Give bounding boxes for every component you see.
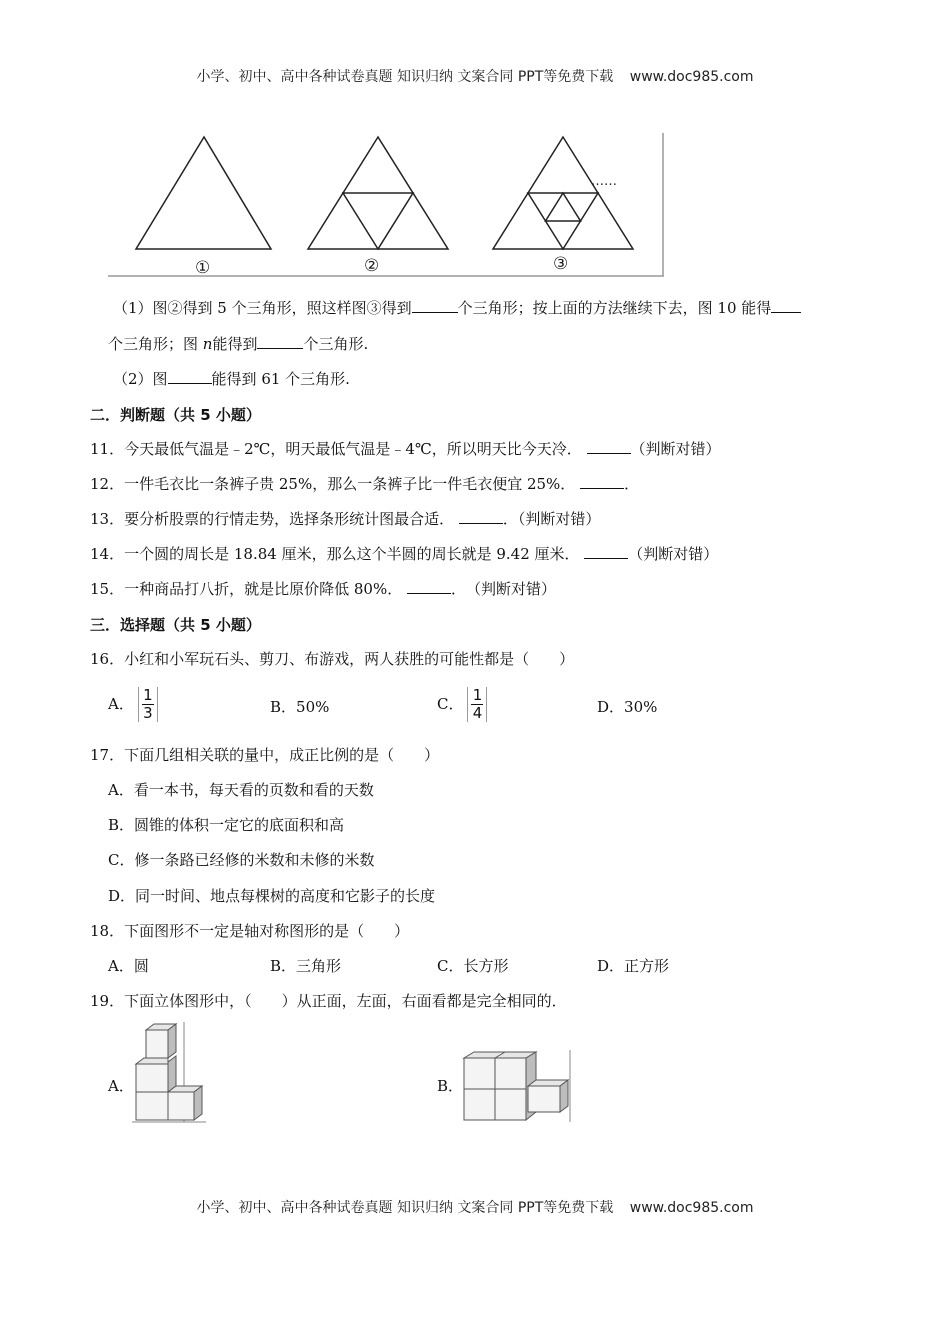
q10-text-e: 个三角形.	[303, 335, 369, 353]
q10-part2	[113, 369, 350, 389]
judge-item-15: 15．一种商品打八折，就是比原价降低 80%． ． （判断对错）	[90, 580, 557, 598]
q16-stem: 16．小红和小军玩石头、剪刀、布游戏，两人获胜的可能性都是（ ）	[90, 650, 575, 668]
answer-blank[interactable]	[168, 369, 212, 384]
q17-option-c[interactable]: C．修一条路已经修的米数和未修的米数	[108, 851, 375, 869]
answer-blank[interactable]	[584, 544, 628, 559]
q19-cube-figure-a	[132, 1022, 207, 1124]
q18-option-c[interactable]: C．长方形	[437, 957, 509, 975]
q16-option-b[interactable]: B．50%	[270, 698, 330, 716]
triangle-figure-3	[493, 137, 633, 249]
header-text: 小学、初中、高中各种试卷真题 知识归纳 文案合同 PPT等免费下载	[196, 69, 614, 85]
q19-stem: 19．下面立体图形中，（ ）从正面，左面，右面看都是完全相同的．	[90, 992, 567, 1010]
judge-item-13: 13．要分析股票的行情走势，选择条形统计图最合适． ．（判断对错）	[90, 510, 601, 528]
footer-url: www.doc985.com	[629, 1200, 754, 1216]
answer-blank[interactable]	[587, 439, 631, 454]
section-title-judge: 二．判断题（共 5 小题）	[90, 406, 261, 424]
figure-label-1: ①	[195, 258, 211, 278]
footer-text: 小学、初中、高中各种试卷真题 知识归纳 文案合同 PPT等免费下载	[196, 1200, 614, 1216]
section-title-choice: 三．选择题（共 5 小题）	[90, 616, 261, 634]
q10-text-a: （1）图②得到 5 个三角形，照这样图③得到	[113, 299, 412, 317]
q18-option-b[interactable]: B．三角形	[270, 957, 342, 975]
q18-option-d[interactable]: D．正方形	[597, 957, 670, 975]
q10-text-c: 个三角形；图	[108, 335, 199, 353]
triangle-figure	[108, 133, 664, 278]
q18-option-a[interactable]: A．圆	[108, 957, 149, 975]
q18-stem: 18．下面图形不一定是轴对称图形的是（ ）	[90, 922, 410, 940]
answer-blank[interactable]	[459, 509, 503, 524]
q10-text-f: （2）图	[113, 370, 168, 388]
q10-part1-line1	[113, 298, 801, 318]
fraction-one-third: $\frac{1}{3}$	[138, 687, 158, 722]
q10-part1-line2	[108, 334, 368, 354]
figure-label-2: ②	[364, 256, 380, 276]
triangle-figure-2	[308, 137, 448, 249]
answer-blank[interactable]	[771, 298, 801, 313]
answer-blank[interactable]	[257, 334, 303, 349]
q16-option-d[interactable]: D．30%	[597, 698, 658, 716]
q16-option-a[interactable]	[108, 684, 158, 724]
q19-option-b-label[interactable]: B．	[437, 1077, 464, 1095]
judge-item-12: 12．一件毛衣比一条裤子贵 25%，那么一条裤子比一件毛衣便宜 25%． ．	[90, 475, 640, 493]
figure-label-3: ③	[553, 254, 569, 274]
header-url: www.doc985.com	[629, 69, 754, 85]
q19-option-a-label[interactable]: A．	[108, 1077, 134, 1095]
option-label: C．	[437, 695, 464, 713]
page-header	[0, 66, 950, 86]
triangle-figure-1	[136, 137, 271, 249]
q10-variable-n: n	[202, 335, 213, 353]
q17-option-b[interactable]: B．圆锥的体积一定它的底面积和高	[108, 816, 345, 834]
answer-blank[interactable]	[412, 298, 458, 313]
q16-option-c[interactable]	[437, 684, 487, 724]
q17-option-d[interactable]: D．同一时间、地点每棵树的高度和它影子的长度	[108, 887, 436, 905]
q10-text-g: 能得到 61 个三角形.	[211, 370, 350, 388]
judge-item-14: 14．一个圆的周长是 18.84 厘米，那么这个半圆的周长就是 9.42 厘米． （判断对错）	[90, 545, 719, 563]
q17-option-a[interactable]: A．看一本书，每天看的页数和看的天数	[108, 781, 374, 799]
answer-blank[interactable]	[407, 579, 451, 594]
page-footer	[0, 1197, 950, 1217]
fraction-one-fourth: $\frac{1}{4}$	[467, 687, 487, 722]
q17-stem: 17．下面几组相关联的量中，成正比例的是（ ）	[90, 746, 440, 764]
answer-blank[interactable]	[580, 474, 624, 489]
q19-cube-figure-b	[460, 1050, 575, 1124]
option-label: A．	[108, 695, 134, 713]
q10-text-d: 能得到	[212, 335, 258, 353]
judge-item-11: 11．今天最低气温是﹣2℃，明天最低气温是﹣4℃，所以明天比今天冷． （判断对错）	[90, 440, 721, 458]
q10-text-b: 个三角形；按上面的方法继续下去，图 10 能得	[457, 299, 772, 317]
continuation-dots: ……	[591, 174, 617, 189]
